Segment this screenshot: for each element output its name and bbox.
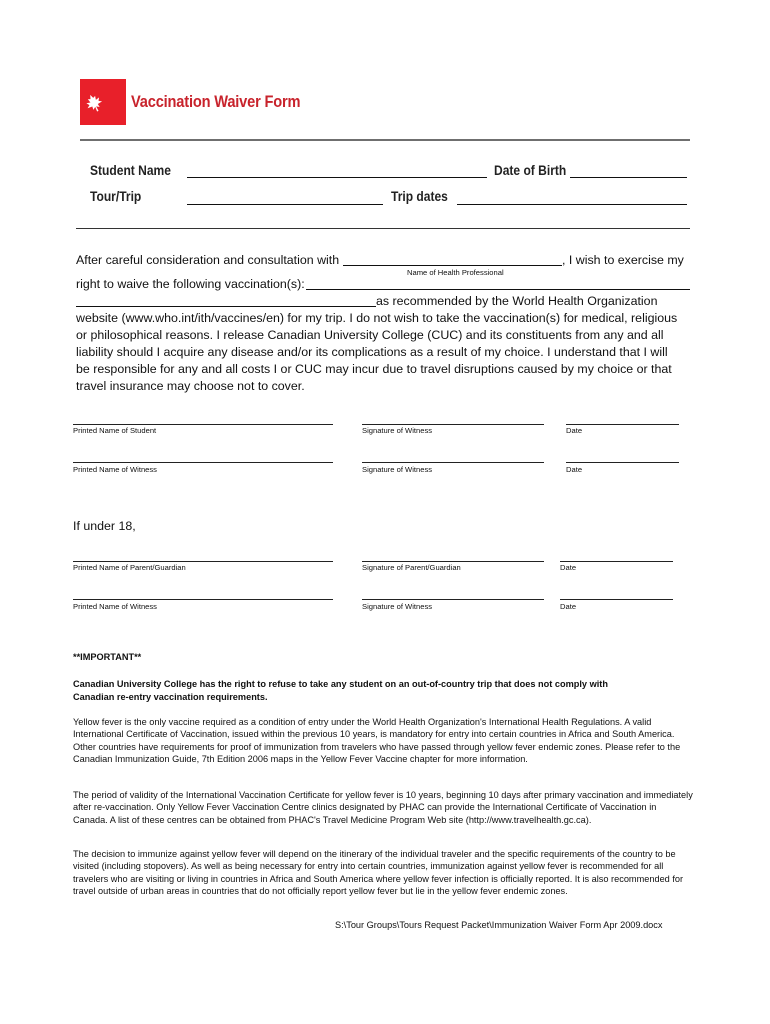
signature-witness-caption: Signature of Witness xyxy=(362,465,433,474)
trip-dates-label: Trip dates xyxy=(391,188,448,204)
date-line[interactable] xyxy=(560,599,673,600)
important-notice-line-2: Canadian re-entry vaccination requirements. xyxy=(73,692,268,702)
printed-name-parent-caption: Printed Name of Parent/Guardian xyxy=(73,563,186,572)
important-notice-line-1: Canadian University College has the right to refuse to take any student on an out-of-country trip that does not comply with xyxy=(73,679,608,689)
waiver-line-1a: After careful consideration and consultation with xyxy=(76,253,340,267)
date-caption: Date xyxy=(566,465,583,474)
vaccinations-field-2[interactable] xyxy=(76,306,376,307)
important-heading: **IMPORTANT** xyxy=(73,652,142,662)
health-professional-field[interactable] xyxy=(343,265,562,266)
witness-signature-line[interactable] xyxy=(362,424,544,425)
yellow-fever-paragraph-1: Yellow fever is the only vaccine required as a condition of entry under the World Health Organization's International Health Regulations. A valid International Certificate of Vaccination, issued within the previous 10 years, is mandatory for entry into certain countries in Africa and South America. Other countries have requirements for proof of immunization from travelers who have passed through yellow fever endemic zones. Please refer to the Canadian Immunization Guide, 7th Edition 2006 maps in the Yellow Fever Vaccine chapter for more information. xyxy=(73,717,681,765)
parent-name-sign-line[interactable] xyxy=(73,561,333,562)
vaccinations-field-1[interactable] xyxy=(306,289,690,290)
waiver-line-4: website (www.who.int/ith/vaccines/en) for my trip. I do not wish to take the vaccination(s) for medical, religious xyxy=(76,311,678,325)
date-of-birth-label: Date of Birth xyxy=(494,162,567,178)
maple-leaf-icon xyxy=(84,93,104,113)
tour-trip-label: Tour/Trip xyxy=(90,188,142,204)
date-line[interactable] xyxy=(566,424,679,425)
witness-signature-line[interactable] xyxy=(362,462,544,463)
footer-file-path: S:\Tour Groups\Tours Request Packet\Immunization Waiver Form Apr 2009.docx xyxy=(335,920,663,930)
waiver-line-7: be responsible for any and all costs I or CUC may incur due to travel disruptions caused by my choice or that xyxy=(76,362,672,376)
section-divider xyxy=(76,228,690,229)
date-caption: Date xyxy=(560,602,577,611)
date-of-birth-field[interactable] xyxy=(570,177,687,178)
health-professional-caption: Name of Health Professional xyxy=(407,268,504,277)
printed-name-witness-caption: Printed Name of Witness xyxy=(73,602,157,611)
waiver-line-8: travel insurance may choose not to cover. xyxy=(76,379,305,393)
signature-witness-caption: Signature of Witness xyxy=(362,426,433,435)
waiver-line-3: as recommended by the World Health Organization xyxy=(376,294,658,308)
printed-name-student-caption: Printed Name of Student xyxy=(73,426,157,435)
date-line[interactable] xyxy=(560,561,673,562)
date-line[interactable] xyxy=(566,462,679,463)
witness-name-sign-line[interactable] xyxy=(73,462,333,463)
signature-witness-caption: Signature of Witness xyxy=(362,602,433,611)
page-title: Vaccination Waiver Form xyxy=(131,92,301,111)
waiver-line-5: or philosophical reasons. I release Canadian University College (CUC) and its constituents from any and all xyxy=(76,328,664,342)
yellow-fever-paragraph-2: The period of validity of the International Vaccination Certificate for yellow fever is 10 years, beginning 10 days after primary vaccination and immediately after re-vaccination. Only Yellow Fever Vaccination Centre clinics designated by PHAC can provide the International Certificate of Vaccination in Canada. A list of these centres can be obtained from PHAC's Travel Medicine Program Web site (http://www.travelhealth.gc.ca). xyxy=(73,790,693,825)
parent-signature-line[interactable] xyxy=(362,561,544,562)
header-divider xyxy=(80,139,690,141)
witness-signature-line[interactable] xyxy=(362,599,544,600)
signature-parent-caption: Signature of Parent/Guardian xyxy=(362,563,461,572)
printed-name-witness-caption: Printed Name of Witness xyxy=(73,465,157,474)
tour-trip-field[interactable] xyxy=(187,204,383,205)
student-name-label: Student Name xyxy=(90,162,171,178)
student-name-sign-line[interactable] xyxy=(73,424,333,425)
date-caption: Date xyxy=(566,426,583,435)
logo xyxy=(80,79,126,125)
waiver-line-6: liability should I acquire any disease and/or its complications as a result of my choice. I understand that I will xyxy=(76,345,668,359)
student-name-field[interactable] xyxy=(187,177,487,178)
under-18-heading: If under 18, xyxy=(73,519,136,533)
yellow-fever-paragraph-3: The decision to immunize against yellow fever will depend on the itinerary of the individual traveler and the specific requirements of the country to be visited (including stopovers). As well as being necessary for entry into certain countries, immunization against yellow fever is recommended for all travelers who are visiting or living in countries in Africa and South America where yellow fever infection is officially reported. It is also recommended for travel outside of urban areas in countries that do not officially report yellow fever but lie in the yellow fever endemic zones. xyxy=(73,849,684,897)
witness-name-sign-line[interactable] xyxy=(73,599,333,600)
waiver-line-2: right to waive the following vaccination(s): xyxy=(76,277,305,291)
waiver-line-1b: , I wish to exercise my xyxy=(562,253,684,267)
trip-dates-field[interactable] xyxy=(457,204,687,205)
date-caption: Date xyxy=(560,563,577,572)
